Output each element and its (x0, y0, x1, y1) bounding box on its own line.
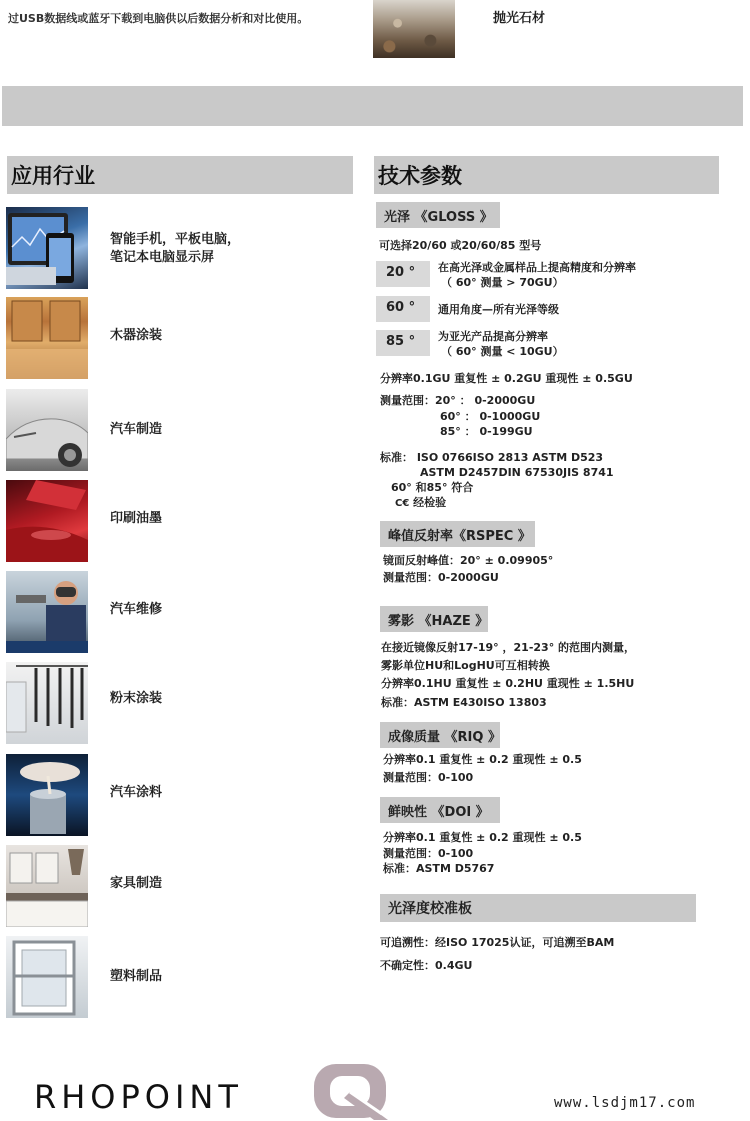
rhopoint-logo-text: RHOPOINT (34, 1078, 243, 1116)
haze-line4: 标准：ASTM E430ISO 13803 (381, 696, 547, 709)
tech-params-heading: 技术参数 (374, 156, 719, 194)
industry-item (6, 207, 346, 289)
calibration-line1: 可追溯性：经ISO 17025认证，可追溯至BAM (380, 936, 615, 949)
automotive-paint-image (6, 754, 88, 836)
angle-60-desc: 通用角度—所有光泽等级 (438, 303, 559, 316)
angle-85-desc: 为亚光产品提高分辨率 (438, 330, 548, 343)
printing-ink-image (6, 480, 88, 562)
plastic-products-image (6, 936, 88, 1018)
industry-item (6, 936, 346, 1018)
angle-20-desc2: （ 60° 测量 > 70GU） (441, 276, 564, 289)
doi-line2: 测量范围：0-100 (383, 847, 474, 860)
angle-85-box: 85 ° (376, 330, 430, 356)
website-url: www.lsdjm17.com (554, 1095, 696, 1111)
industry-label: 粉末涂装 (110, 691, 163, 706)
industry-item (6, 297, 346, 379)
industry-label: 汽车制造 (110, 422, 163, 437)
riq-line2: 测量范围：0-100 (383, 771, 474, 784)
riq-heading: 成像质量 《RIQ 》 (380, 722, 500, 748)
gloss-heading: 光泽 《GLOSS 》 (376, 202, 500, 228)
car-image (6, 389, 88, 471)
doi-heading: 鲜映性 《DOI 》 (380, 797, 500, 823)
divider-band (2, 86, 743, 126)
ce-mark-icon: C€ (395, 498, 410, 509)
gloss-range-85: 85° ： 0-199GU (440, 425, 533, 438)
tablet-phone-image (6, 207, 88, 289)
industry-label: 家具制造 (110, 876, 163, 891)
industry-item (6, 845, 346, 927)
car-repair-image (6, 571, 88, 653)
industry-item (6, 662, 346, 744)
industry-item (6, 571, 346, 653)
gloss-standards-1: 标准： ISO 0766ISO 2813 ASTM D523 (380, 451, 604, 464)
polished-stone-photo (373, 0, 455, 58)
calibration-heading: 光泽度校准板 (380, 894, 696, 922)
gloss-resolution: 分辨率0.1GU 重复性 ± 0.2GU 重现性 ± 0.5GU (380, 372, 633, 385)
furniture-image (6, 845, 88, 927)
angle-85-desc2: （ 60° 测量 < 10GU） (441, 345, 564, 358)
doi-line3: 标准：ASTM D5767 (383, 862, 495, 875)
rhopoint-logo-mark-icon (312, 1062, 392, 1120)
haze-line2: 雾影单位HU和LogHU可互相转换 (381, 659, 550, 672)
industry-label: 塑料制品 (110, 969, 163, 984)
industry-item (6, 389, 346, 471)
rspec-line2: 测量范围：0-2000GU (383, 571, 499, 584)
powder-coating-image (6, 662, 88, 744)
angle-60-box: 60 ° (376, 296, 430, 322)
industry-label: 智能手机，平板电脑， (110, 232, 241, 247)
rspec-line1: 镜面反射峰值：20° ± 0.09905° (383, 554, 554, 567)
gloss-range-60: 60° ： 0-1000GU (440, 410, 541, 423)
gloss-standards-4: C€ 经检验 (395, 496, 447, 509)
rspec-heading: 峰值反射率《RSPEC 》 (380, 521, 535, 547)
industry-label: 印刷油墨 (110, 511, 163, 526)
gloss-standards-2: ASTM D2457DIN 67530JIS 8741 (420, 466, 614, 479)
industries-heading: 应用行业 (7, 156, 353, 194)
gloss-intro: 可选择20/60 或20/60/85 型号 (379, 239, 542, 252)
angle-20-desc: 在高光泽或金属样品上提高精度和分辨率 (438, 261, 636, 274)
riq-line1: 分辨率0.1 重复性 ± 0.2 重现性 ± 0.5 (383, 753, 582, 766)
haze-heading: 雾影 《HAZE 》 (380, 606, 488, 632)
calibration-line2: 不确定性：0.4GU (380, 959, 473, 972)
gloss-standards-3: 60° 和85° 符合 (391, 481, 474, 494)
doi-line1: 分辨率0.1 重复性 ± 0.2 重现性 ± 0.5 (383, 831, 582, 844)
industry-label: 汽车涂料 (110, 785, 163, 800)
haze-line3: 分辨率0.1HU 重复性 ± 0.2HU 重现性 ± 1.5HU (381, 677, 635, 690)
intro-text-fragment: 过USB数据线或蓝牙下载到电脑供以后数据分析和对比使用。 (8, 12, 309, 25)
industry-label: 汽车维修 (110, 602, 163, 617)
industry-label: 木器涂装 (110, 328, 163, 343)
gloss-range-20: 测量范围：20° ： 0-2000GU (380, 394, 536, 407)
wood-coating-image (6, 297, 88, 379)
industry-label-line2: 笔记本电脑显示屏 (110, 250, 215, 265)
angle-20-box: 20 ° (376, 261, 430, 287)
polished-stone-caption: 抛光石材 (493, 11, 546, 26)
haze-line1: 在接近镜像反射17-19° ，21-23° 的范围内测量， (381, 641, 636, 654)
industry-item (6, 754, 346, 836)
industry-item (6, 480, 346, 562)
